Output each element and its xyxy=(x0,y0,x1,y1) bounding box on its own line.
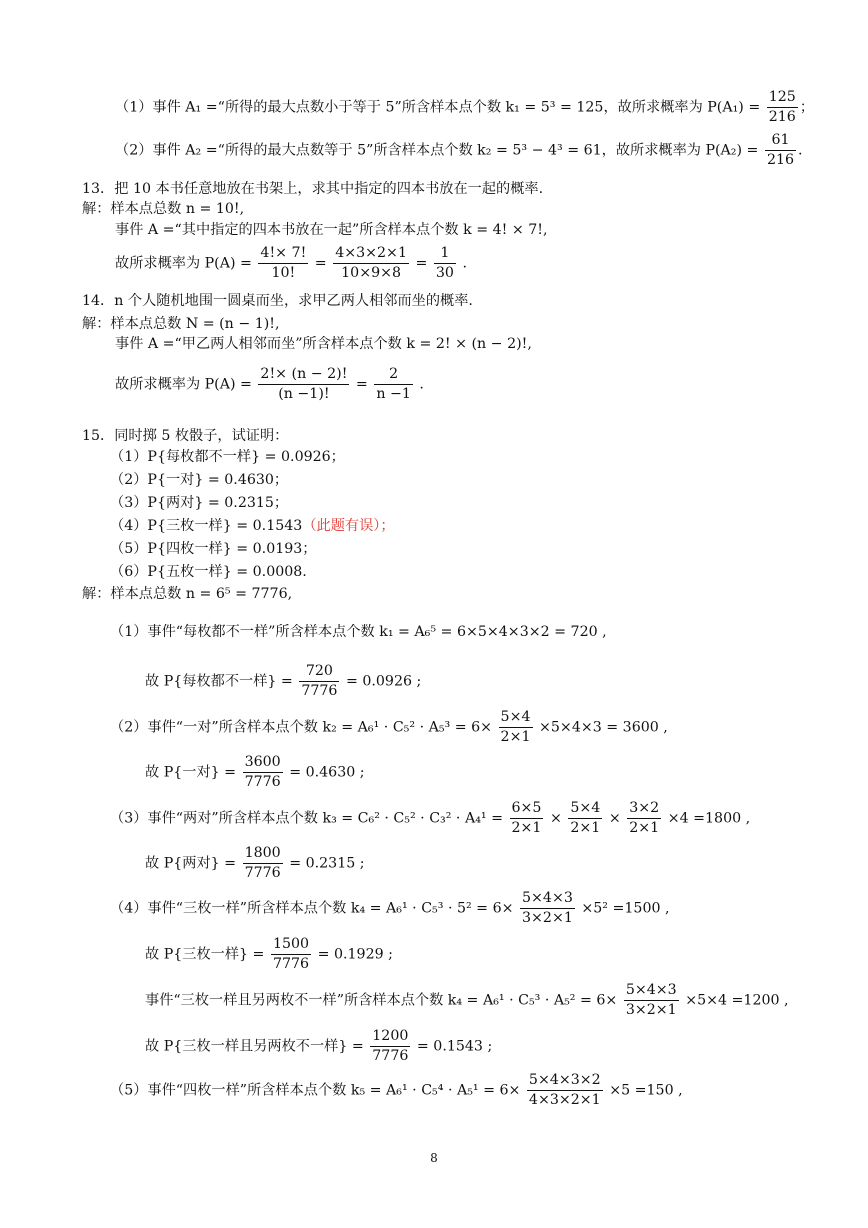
solution-step-2-prob: 故 P{一对} = $\frac{3600}{7776}$ = 0.4630 ; xyxy=(145,754,365,790)
problem-15-item-6: （6）P{五枚一样} = 0.0008. xyxy=(110,564,307,580)
problem-15-item-2: （2）P{一对} = 0.4630； xyxy=(110,472,289,488)
fraction: $\frac{2!\times (n - 2)!}{(n -1)!}$ xyxy=(260,366,348,402)
fraction: $\frac{5\times 4\times 3\times 2}{4\times 3\times 2\times 1}$ xyxy=(528,1072,601,1108)
solution-step-4-prob: 故 P{三枚一样} = $\frac{1500}{7776}$ = 0.1929 ; xyxy=(145,936,393,972)
solution-step-3: （3）事件“两对”所含样本点个数 k₃ = C₆² · C₅² · C₃² · A₄¹ = $\frac{6\times 5}{2\times 1}$ × $\frac{5\times 4}{2\times 1}$ × $\frac{3\times 2}{2\times 1}$ ×4 =1800 , xyxy=(110,800,751,836)
prev-item-1: （1）事件 A₁ =“所得的最大点数小于等于 5”所含样本点个数 k₁ = 5³ = 125，故所求概率为 P(A₁) = $\frac{125}{216}$ ； xyxy=(115,89,815,125)
problem-13-solution-2: 事件 A =“其中指定的四本书放在一起”所含样本点个数 k = 4! × 7!, xyxy=(115,222,548,238)
solution-step-5: （5）事件“四枚一样”所含样本点个数 k₅ = A₆¹ · C₅⁴ · A₅¹ = 6× $\frac{5\times 4\times 3\times 2}{4\times 3\times 2\times 1}$ ×5 =150 , xyxy=(110,1072,683,1108)
problem-13: 13．把 10 本书任意地放在书架上，求其中指定的四本书放在一起的概率. xyxy=(82,181,544,197)
problem-13-solution-1: 解：样本点总数 n = 10!, xyxy=(82,201,245,217)
problem-15: 15．同时掷 5 枚骰子，试证明： xyxy=(82,428,289,444)
solution-step-3-prob: 故 P{两对} = $\frac{1800}{7776}$ = 0.2315 ; xyxy=(145,845,365,881)
problem-14-solution-1: 解：样本点总数 N = (n − 1)!, xyxy=(82,316,280,332)
fraction: $\frac{5\times 4}{2\times 1}$ xyxy=(500,709,531,745)
fraction: $\frac{1200}{7776}$ xyxy=(372,1028,409,1064)
fraction: $\frac{6\times 5}{2\times 1}$ xyxy=(511,800,542,836)
fraction: $\frac{3600}{7776}$ xyxy=(244,754,281,790)
fraction: $\frac{4\times 3\times 2\times 1}{10\times 9\times 8}$ xyxy=(335,245,407,281)
line-text: （1）事件 A₁ =“所得的最大点数小于等于 5”所含样本点个数 k₁ = 5³ = 125，故所求概率为 P(A₁) = xyxy=(115,99,761,116)
solution-step-4b: 事件“三枚一样且另两枚不一样”所含样本点个数 k₄ = A₆¹ · C₅³ · A₅² = 6× $\frac{5\times 4\times 3}{3\times 2\times 1}$ ×5×4 =1200 , xyxy=(145,982,789,1018)
page-number: 8 xyxy=(430,1151,438,1165)
fraction: $\frac{125}{216}$ xyxy=(768,89,796,125)
solution-step-2: （2）事件“一对”所含样本点个数 k₂ = A₆¹ · C₅² · A₅³ = 6× $\frac{5\times 4}{2\times 1}$ ×5×4×3 = 3600 , xyxy=(110,709,668,745)
prev-item-2: （2）事件 A₂ =“所得的最大点数等于 5”所含样本点个数 k₂ = 5³ − 4³ = 61，故所求概率为 P(A₂) = $\frac{61}{216}$ . xyxy=(115,132,803,168)
fraction: $\frac{61}{216}$ xyxy=(766,132,795,168)
line-text: （2）事件 A₂ =“所得的最大点数等于 5”所含样本点个数 k₂ = 5³ − 4³ = 61，故所求概率为 P(A₂) = xyxy=(115,142,759,159)
fraction: $\frac{5\times 4\times 3}{3\times 2\times 1}$ xyxy=(522,890,573,926)
fraction: $\frac{1}{30}$ xyxy=(435,245,454,281)
fraction: $\frac{5\times 4\times 3}{3\times 2\times 1}$ xyxy=(625,982,677,1018)
problem-14-solution-2: 事件 A =“甲乙两人相邻而坐”所含样本点个数 k = 2! × (n − 2)!, xyxy=(115,336,532,352)
fraction: $\frac{5\times 4}{2\times 1}$ xyxy=(570,800,601,836)
solution-step-1-prob: 故 P{每枚都不一样} = $\frac{720}{7776}$ = 0.0926 ; xyxy=(145,663,422,699)
solution-step-1: （1）事件“每枚都不一样”所含样本点个数 k₁ = A₆⁵ = 6×5×4×3×2 = 720 , xyxy=(110,624,607,640)
problem-14: 14．n 个人随机地围一圆桌而坐，求甲乙两人相邻而坐的概率. xyxy=(82,293,473,309)
fraction: $\frac{1500}{7776}$ xyxy=(272,936,310,972)
problem-13-solution-3: 故所求概率为 P(A) = $\frac{4!\times 7!}{10!}$ = $\frac{4\times 3\times 2\times 1}{10\times 9\times 8}$ = $\frac{1}{30}$ . xyxy=(115,245,467,281)
solution-step-4: （4）事件“三枚一样”所含样本点个数 k₄ = A₆¹ · C₅³ · 5² = 6× $\frac{5\times 4\times 3}{3\times 2\times 1}$ ×5² =1500 , xyxy=(110,890,670,926)
fraction: $\frac{4!\times 7!}{10!}$ xyxy=(260,245,307,281)
fraction: $\frac{2}{n -1}$ xyxy=(376,366,411,402)
fraction: $\frac{3\times 2}{2\times 1}$ xyxy=(629,800,660,836)
problem-15-item-5: （5）P{四枚一样} = 0.0193； xyxy=(110,541,317,557)
problem-14-solution-3: 故所求概率为 P(A) = $\frac{2!\times (n - 2)!}{(n -1)!}$ = $\frac{2}{n -1}$ . xyxy=(115,366,424,402)
problem-15-item-3: （3）P{两对} = 0.2315； xyxy=(110,495,289,511)
solution-step-4b-prob: 故 P{三枚一样且另两枚不一样} = $\frac{1200}{7776}$ = 0.1543 ; xyxy=(145,1028,493,1064)
fraction: $\frac{720}{7776}$ xyxy=(301,663,338,699)
problem-15-solution-intro: 解：样本点总数 n = 6⁵ = 7776, xyxy=(82,586,293,602)
error-note: （此题有误）； xyxy=(302,518,395,534)
problem-15-item-1: （1）P{每枚都不一样} = 0.0926； xyxy=(110,449,345,465)
fraction: $\frac{1800}{7776}$ xyxy=(244,845,281,881)
problem-15-item-4: （4）P{三枚一样} = 0.1543（此题有误）； xyxy=(110,518,395,534)
